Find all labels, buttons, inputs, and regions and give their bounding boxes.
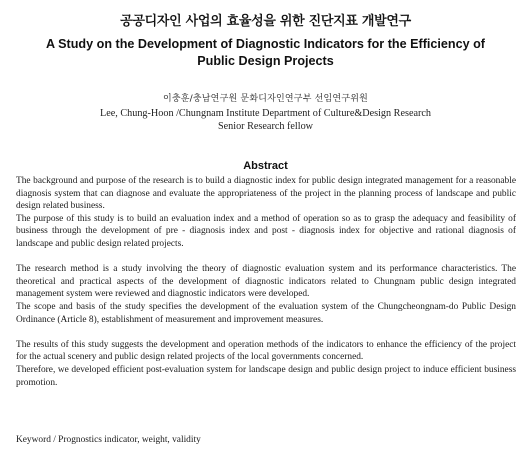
author-english-line-1: Lee, Chung-Hoon /Chungnam Institute Department of Culture&Design Research: [99, 107, 432, 119]
abstract-heading: Abstract: [243, 160, 288, 172]
title-english-line-1: A Study on the Development of Diagnostic Indicators for the Efficiency of: [46, 37, 485, 51]
abstract-paragraph-method: The research method is a study involving the theory of diagnostic evaluation system and its performance characteristics. The theoretical and practical aspects of the development of diagnostic indicators related to Chungnam public design integrated management system were reviewed and diagnostic indicators were developed.: [16, 264, 516, 300]
author-english-line-2: Senior Research fellow: [217, 121, 314, 132]
abstract-body: [16, 175, 516, 389]
keyword-line: Keyword / Prognostics indicator, weight, validity: [16, 435, 201, 445]
abstract-paragraph-conclusion: Therefore, we developed efficient post-evaluation system for landscape design and public design project to induce efficient business promotion.: [16, 364, 516, 388]
abstract-paragraph-purpose: The purpose of this study is to build an evaluation index and a method of operation so as to grasp the adequacy and feasibility of business through the development of pre - diagnosis index and post - diagnosis index for objective and rational diagnosis of landscape and public design related projects.: [16, 213, 516, 249]
title-english: [10, 36, 521, 70]
abstract-paragraph-scope: The scope and basis of the study specifies the development of the evaluation system of the Chungcheongnam-do Public Design Ordinance (Article 8), establishment of measurement and improvement measures.: [16, 301, 516, 325]
abstract-paragraph-background: The background and purpose of the research is to build a diagnostic index for public design integrated management for a reasonable diagnosis system that can diagnose and evaluate the appropriateness of the project in the planning process of landscape and public design related business.: [16, 176, 516, 212]
title-korean: 공공디자인 사업의 효율성을 위한 진단지표 개발연구: [120, 14, 411, 29]
title-english-line-2: Public Design Projects: [197, 54, 334, 68]
abstract-paragraph-results: The results of this study suggests the development and operation methods of the indicators to enhance the efficiency of the project for the actual scenery and public design related projects of the local governments concerned.: [16, 339, 516, 363]
author-block: [0, 93, 531, 134]
author-korean: 이충훈/충남연구원 문화디자인연구부 선임연구위원: [162, 94, 369, 104]
